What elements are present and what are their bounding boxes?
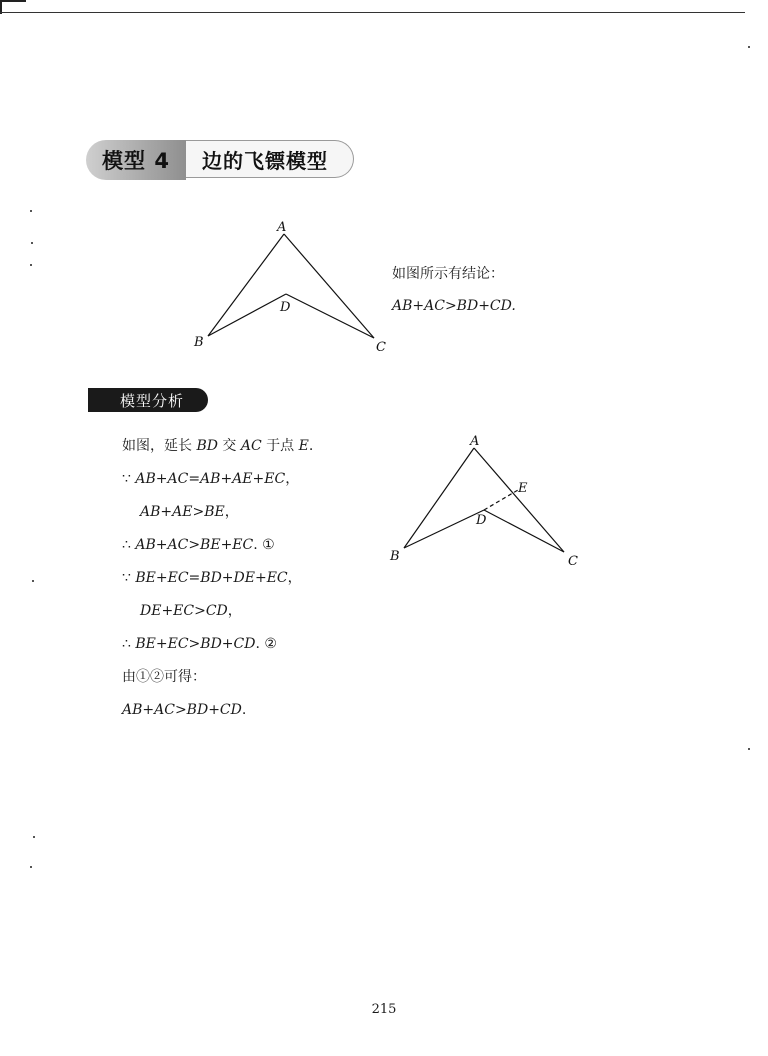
proof-text: 交 xyxy=(217,438,241,454)
segment-dc xyxy=(286,294,374,338)
label-a: A xyxy=(470,434,480,449)
figure-dart-model xyxy=(180,210,400,360)
segment-dc xyxy=(484,510,564,552)
proof-line-9 xyxy=(122,694,313,727)
proof-math: DE+EC>CD xyxy=(140,603,228,619)
proof-text: 由①②可得： xyxy=(122,669,206,685)
conclusion-formula: AB+AC>BD+CD. xyxy=(392,298,516,314)
proof-math: AC xyxy=(240,438,262,454)
because-symbol: ∵ xyxy=(122,471,131,487)
conclusion-intro: 如图所示有结论： xyxy=(392,266,504,282)
model-title: 边的飞镖模型 xyxy=(186,140,354,178)
proof-text: ， xyxy=(224,504,239,520)
proof-math: E xyxy=(298,438,309,454)
scan-speck xyxy=(32,580,34,582)
figure-dart-extended xyxy=(382,428,592,578)
scan-speck xyxy=(748,748,750,750)
label-c: C xyxy=(376,340,386,355)
label-d: D xyxy=(476,513,487,528)
segment-ac xyxy=(284,234,374,338)
segment-ac xyxy=(474,448,564,552)
label-c: C xyxy=(568,554,578,569)
proof-math: BE+EC=BD+DE+EC xyxy=(135,570,288,586)
proof-math: AB+AC=AB+AE+EC xyxy=(135,471,286,487)
segment-bd xyxy=(208,294,286,336)
proof-line-2 xyxy=(122,463,313,496)
scan-speck xyxy=(30,866,32,868)
scan-speck xyxy=(748,46,750,48)
proof-line-1 xyxy=(122,430,313,463)
proof-math: AB+AE>BE xyxy=(140,504,225,520)
label-a: A xyxy=(277,220,287,235)
segment-ab xyxy=(208,234,284,336)
label-b: B xyxy=(194,335,204,350)
label-e: E xyxy=(518,481,528,496)
scan-speck xyxy=(30,210,32,212)
proof-line-4 xyxy=(122,529,313,562)
because-symbol: ∵ xyxy=(122,570,131,586)
model-number-tag: 模型 4 xyxy=(86,140,186,180)
proof-text: 于点 xyxy=(261,438,299,454)
label-b: B xyxy=(390,549,400,564)
proof-math: BE+EC>BD+CD xyxy=(135,636,256,652)
label-d: D xyxy=(280,300,291,315)
scan-speck xyxy=(33,836,35,838)
proof-line-3 xyxy=(122,496,313,529)
proof-line-6 xyxy=(122,595,313,628)
proof-line-5 xyxy=(122,562,313,595)
proof xyxy=(122,430,313,727)
proof-text: . ① xyxy=(253,537,275,553)
therefore-symbol: ∴ xyxy=(122,537,131,553)
segment-ab xyxy=(404,448,474,548)
therefore-symbol: ∴ xyxy=(122,636,131,652)
proof-text: ， xyxy=(287,570,302,586)
proof-text: ， xyxy=(285,471,300,487)
page-top-rule xyxy=(0,12,745,13)
proof-math: AB+AC>BE+EC xyxy=(135,537,254,553)
proof-text: . xyxy=(308,438,314,454)
proof-text: . xyxy=(241,702,247,718)
section-label-analysis: 模型分析 xyxy=(88,388,208,412)
proof-math: BD xyxy=(196,438,218,454)
proof-line-8 xyxy=(122,661,313,694)
proof-math: AB+AC>BD+CD xyxy=(122,702,242,718)
proof-text: 如图，延长 xyxy=(122,438,197,454)
proof-line-7 xyxy=(122,628,313,661)
page-number: 215 xyxy=(371,1002,397,1017)
proof-text: ， xyxy=(227,603,242,619)
scan-speck xyxy=(31,242,33,244)
segment-bd xyxy=(404,510,484,548)
conclusion xyxy=(392,258,516,322)
scan-speck xyxy=(30,264,32,266)
proof-text: . ② xyxy=(255,636,277,652)
model-heading xyxy=(86,140,358,180)
